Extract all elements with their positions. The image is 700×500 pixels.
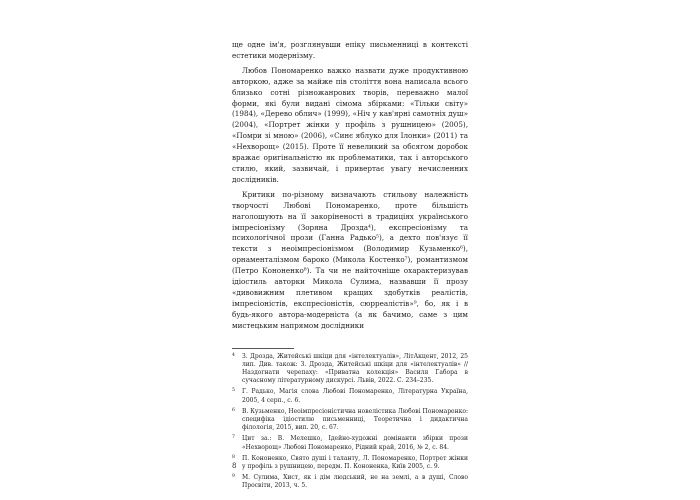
footnote — [232, 388, 468, 404]
paragraph-3: Критики по-різному визначають стильову належність творчості Любові Пономаренко, проте більшість наголошують на її закоріненості в традиціях українського імпресіонізму (Зоряна Дрозда⁴), експресіонізму та психологічної прози (Ганна Радько⁵), а дехто пов'язує її тексти з неоімпресіонізмом (Володимир Кузьменко⁶), орнаменталізмом бароко (Микола Костенко⁷), романтизмом (Петро Кононенко⁸). Та чи не найточніше охарактеризував ідіостиль авторки Микола Сулима, назвавши її прозу «дивовижним плетивом кращих здобутків реалістів, імпресіоністів, експресіоністів, сюрреалістів»⁹, бо, як і в будь-якого автора-модерніста (а як бачимо, саме з цим мистецьким напрямом дослідники — [232, 189, 468, 330]
footnote-number: 6 — [232, 407, 235, 413]
footnote-text: М. Сулима, Хист, як і дім людський, не на землі, а в душі, Слово Просвіти, 2013, ч. 5. — [242, 474, 468, 490]
footnote — [232, 455, 468, 471]
page-number: 8 — [232, 462, 237, 470]
footnote — [232, 435, 468, 451]
body-text — [232, 40, 468, 332]
footnote-number: 4 — [232, 352, 235, 358]
footnote-text: З. Дрозда, Житейські шкіци для «інтелектуалів», ЛітАкцент, 2012, 25 лип. Див. також: З. Дрозда, Житейські шкіци для «інтелектуалів» // Наздогнати черепаху: «Приватна колекція» Василя Габора в сучасному літературному дискурсі. Львів, 2022. С. 234–235. — [242, 352, 468, 385]
footnote-text: Г. Радько, Магія слова Любові Пономаренко, Літературна Україна, 2005, 4 серп., с. 6. — [242, 388, 468, 404]
footnote-text: В. Кузьменко, Неоімпресіоністична новелістика Любові Пономаренко: специфіка ідіостилю письменниці, Теоретична і дидактична філологія, 2015, вип. 20, с. 67. — [242, 407, 468, 432]
footnotes — [232, 353, 468, 491]
paragraph-2: Любов Пономаренко важко назвати дуже продуктивною авторкою, адже за майже пів століття вона написала всього близько сотні різножанрових творів, переважно малої форми, які були видані сімома збірками: «Тільки світу» (1984), «Дерево облич» (1999), «Ніч у кав'ярні самотніх душ» (2004), «Портрет жінки у профіль з рушницею» (2005), «Помри зі мною» (2006), «Синє яблуко для Ілонки» (2011) та «Нехворощ» (2015). Проте її невеликий за обсягом доробок вражає оригінальністю як проблематики, так і авторського стилю, який, зазвичай, і привертає увагу нечисленних дослідників. — [232, 65, 468, 184]
paragraph-1: ще одне ім'я, розглянувши епіку письменниці в контексті естетики модернізму. — [232, 40, 468, 60]
footnote — [232, 353, 468, 386]
footnote-number: 5 — [232, 388, 235, 394]
footnote-separator — [232, 348, 294, 349]
book-page — [232, 40, 468, 494]
footnote-number: 8 — [232, 454, 235, 460]
footnote — [232, 474, 468, 490]
footnote — [232, 408, 468, 433]
footnote-text: Цит за.: В. Мелешко, Ідейно-художні домінанти збірки прози «Нехворощ» Любові Пономаренко, Рідний край, 2016, № 2, с. 84. — [242, 435, 468, 451]
footnote-number: 9 — [232, 474, 235, 480]
footnote-number: 7 — [232, 435, 235, 441]
footnote-text: П. Кононенко, Свято душі і таланту, Л. Пономаренко, Портрет жінки у профіль з рушницею, передм. П. Кононенка, Київ 2005, с. 9. — [242, 454, 468, 470]
